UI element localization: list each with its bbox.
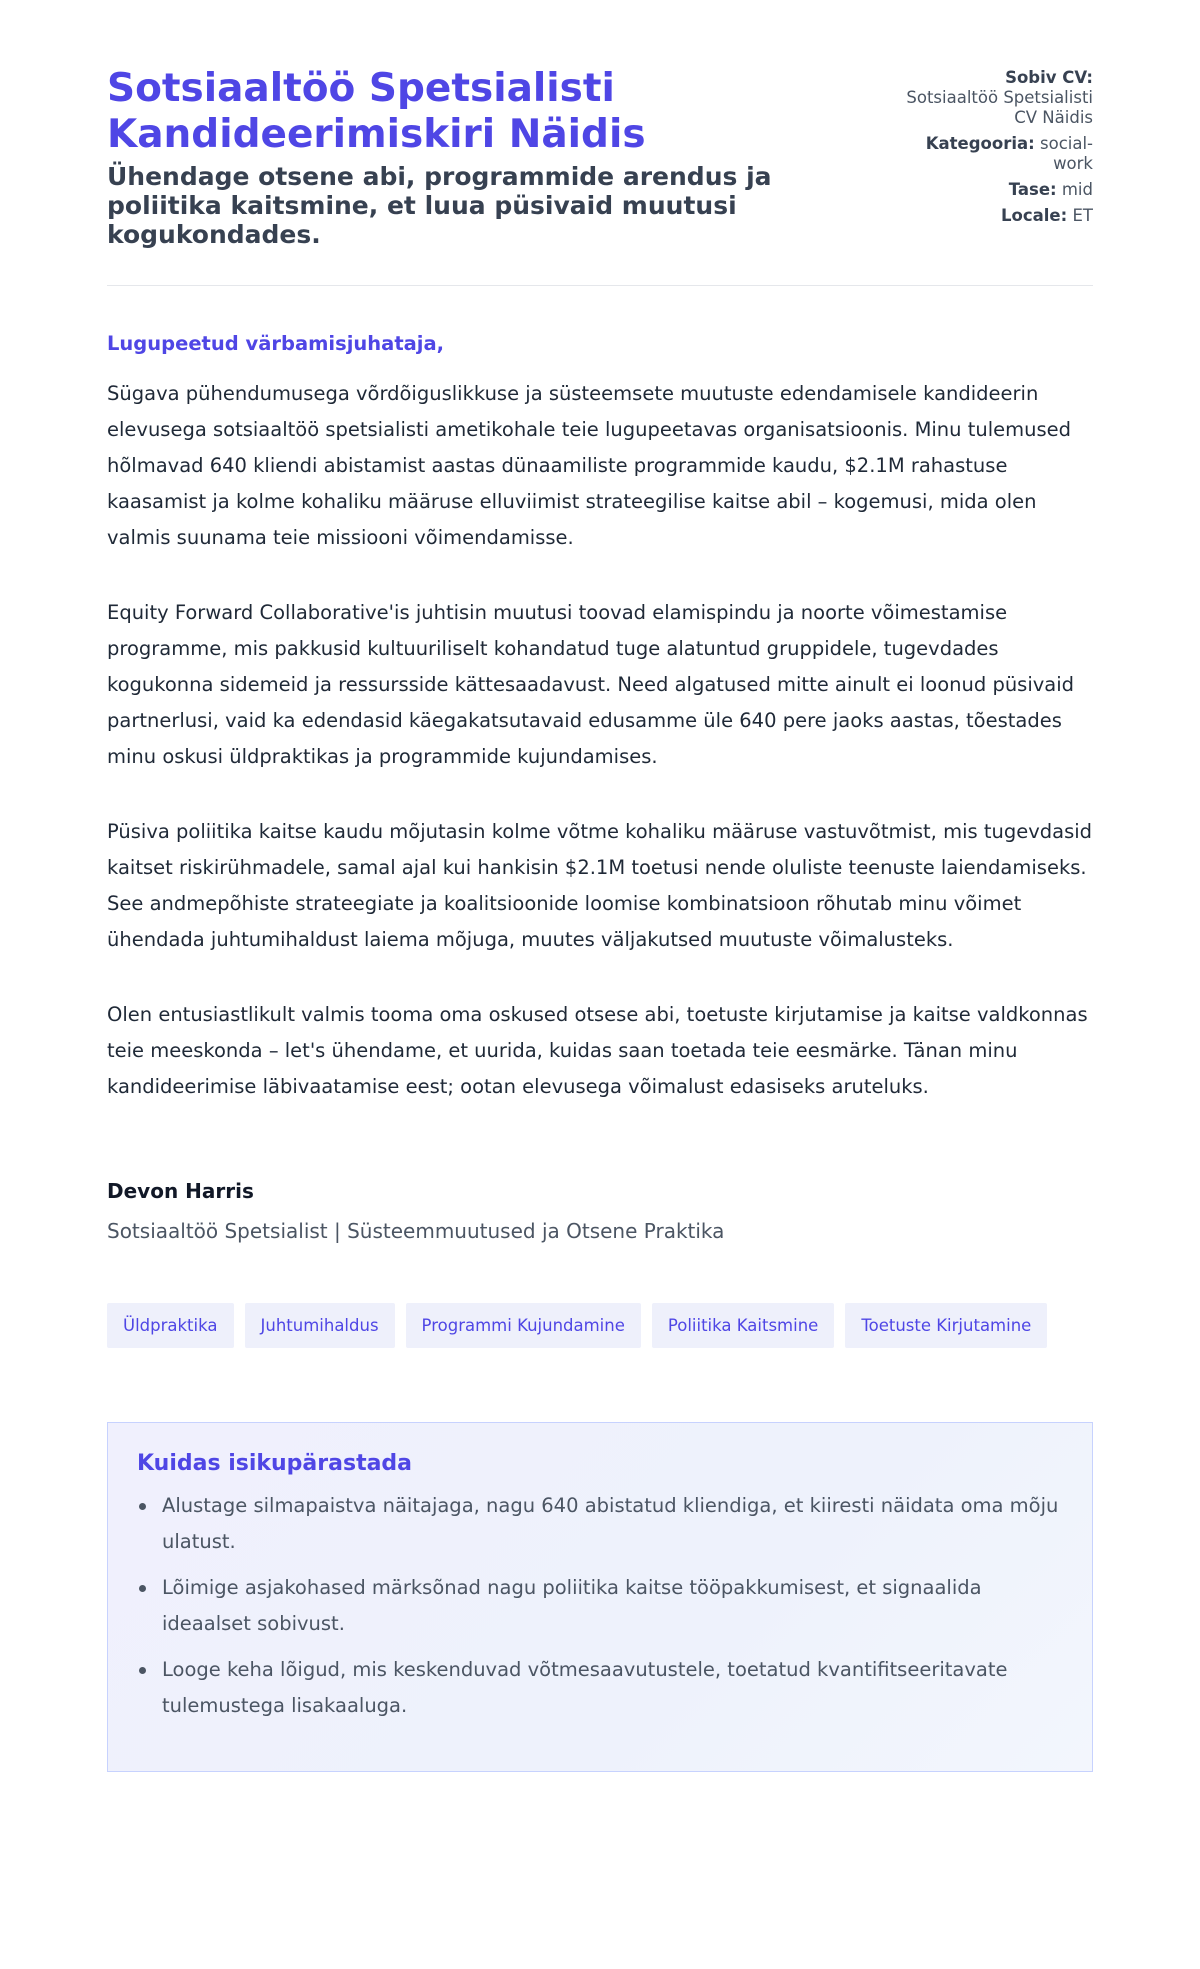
meta-cv — [893, 68, 1093, 128]
letter-paragraph: Püsiva poliitika kaitse kaudu mõjutasin kolme võtme kohaliku määruse vastuvõtmist, mis tugevdasid kaitset riskirühmadele, samal ajal kui hankisin $2.1M toetusi nende oluliste teenuste laiendamiseks. See andmepõhiste strateegiate ja koalitsioonide loomise kombinatsioon rõhutab minu võimet ühendada juhtumihaldust laiema mõjuga, muutes väljakutsed muutuste võimalusteks. — [107, 820, 1093, 951]
header-text — [107, 66, 807, 249]
meta-level-label: Tase: — [1008, 180, 1057, 199]
page-header — [107, 66, 1093, 286]
meta-cv-label: Sobiv CV: — [1005, 68, 1093, 87]
meta-level-value: mid — [1061, 180, 1093, 199]
page-title — [107, 66, 807, 158]
meta-category-label: Kategooria: — [925, 134, 1035, 153]
skill-tag: Juhtumihaldus — [245, 1303, 395, 1348]
meta-locale-value: ET — [1072, 206, 1093, 225]
letter-paragraph: Equity Forward Collaborative'is juhtisin muutusi toovad elamispindu ja noorte võimestamise programme, mis pakkusid kultuuriliselt kohandatud tuge alatuntud gruppidele, tugevdades kogukonna sidemeid ja ressursside kättesaadavust. Need algatused mitte ainult ei loonud püsivaid partnerlusi, vaid ka edendasid käegakatsutavaid edusamme üle 640 pere jaoks aastas, tõestades minu oskusi üldpraktikas ja programmide kujundamises. — [107, 601, 1075, 768]
title-line-1: Sotsiaaltöö Spetsialisti — [107, 66, 615, 111]
skill-tags — [107, 1303, 1093, 1348]
tips-list-item: Lõimige asjakohased märksõnad nagu poliitika kaitse tööpakkumisest, et signaalida ideaalset sobivust. — [137, 1570, 1063, 1642]
meta-panel — [893, 66, 1093, 232]
signature-name: Devon Harris — [107, 1179, 254, 1203]
letter-body — [107, 376, 1093, 1105]
tips-list-item: Looge keha lõigud, mis keskenduvad võtmesaavutustele, toetatud kvantifitseeritavate tulemustega lisakaaluga. — [137, 1652, 1063, 1724]
page-subtitle: Ühendage otsene abi, programmide arendus ja poliitika kaitsmine, et luua püsivaid muutusi kogukondades. — [107, 162, 772, 249]
meta-category-value: social-work — [1040, 134, 1093, 173]
personalize-tips-box — [107, 1422, 1093, 1772]
letter-paragraph: Sügava pühendumusega võrdõiguslikkuse ja süsteemsete muutuste edendamisele kandideerin elevusega sotsiaaltöö spetsialisti ametikohale teie lugupeetavas organisatsioonis. Minu tulemused hõlmavad 640 kliendi abistamist aastas dünaamiliste programmide kaudu, $2.1M rahastuse kaasamist ja kolme kohaliku määruse elluviimist strateegilise kaitse abil – kogemusi, mida olen valmis suunama teie missiooni võimendamisse. — [107, 382, 1072, 549]
letter-paragraph: Olen entusiastlikult valmis tooma oma oskused otsese abi, toetuste kirjutamise ja kaitse valdkonnas teie meeskonda – let's ühendame, et uurida, kuidas saan toetada teie eesmärke. Tänan minu kandideerimise läbivaatamise eest; ootan elevusega võimalust edasiseks aruteluks. — [107, 1003, 1088, 1098]
meta-category — [893, 134, 1093, 174]
meta-cv-value: Sotsiaaltöö Spetsialisti CV Näidis — [906, 88, 1093, 127]
title-line-2: Kandideerimiskiri Näidis — [107, 112, 646, 157]
signature-role: Sotsiaaltöö Spetsialist | Süsteemmuutused ja Otsene Praktika — [107, 1219, 725, 1243]
skill-tag: Toetuste Kirjutamine — [845, 1303, 1047, 1348]
letter-greeting: Lugupeetud värbamisjuhataja, — [107, 332, 445, 355]
signature-block — [107, 1179, 1093, 1243]
meta-level — [893, 180, 1093, 200]
tips-list-item: Alustage silmapaistva näitajaga, nagu 640 abistatud kliendiga, et kiiresti näidata oma mõju ulatust. — [137, 1488, 1063, 1560]
skill-tag: Programmi Kujundamine — [406, 1303, 641, 1348]
meta-locale — [893, 206, 1093, 226]
skill-tag: Üldpraktika — [107, 1303, 234, 1348]
skill-tag: Poliitika Kaitsmine — [652, 1303, 834, 1348]
tips-list — [137, 1488, 1063, 1724]
meta-locale-label: Locale: — [1001, 206, 1068, 225]
tips-title: Kuidas isikupärastada — [137, 1451, 413, 1476]
